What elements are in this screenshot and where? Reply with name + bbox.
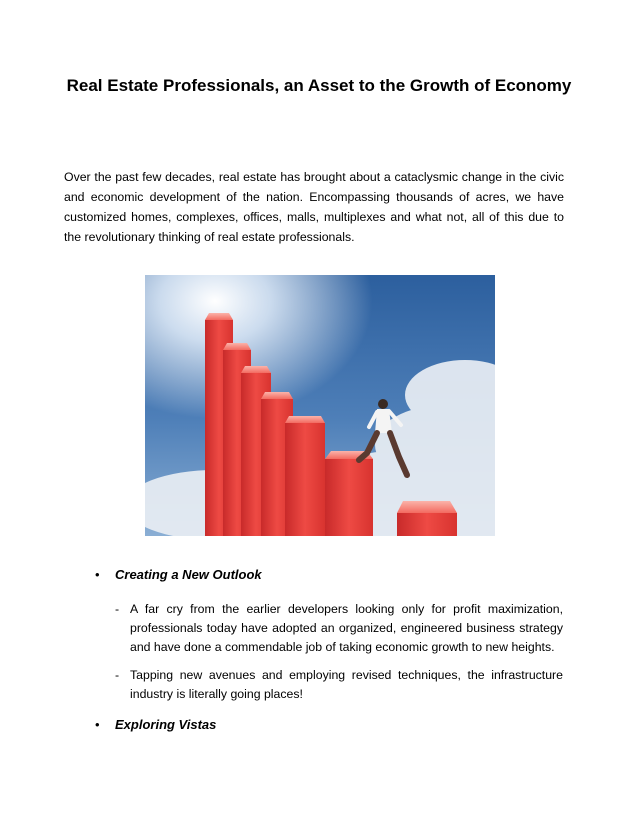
list-item [115,600,563,657]
list-item-text: Tapping new avenues and employing revised techniques, the infrastructure industry is literally going places! [130,668,563,701]
document-title: Real Estate Professionals, an Asset to the Growth of Economy [66,76,572,95]
list-item-text: A far cry from the earlier developers looking only for profit maximization, professionals today have adopted an organized, engineered business strategy and have done a commendable job of taking economic growth to new heights. [130,602,563,654]
bullet-marker: • [95,717,100,732]
dash-marker: - [115,602,120,616]
dash-marker: - [115,668,120,682]
list-item [115,666,563,704]
real-estate-growth-image [145,275,495,536]
section-heading-text: Creating a New Outlook [115,567,262,582]
bullet-marker: • [95,567,100,582]
section-heading-text: Exploring Vistas [115,717,217,732]
intro-paragraph: Over the past few decades, real estate has brought about a cataclysmic change in the civic and economic development of the nation. Encompassing thousands of acres, we have customized homes, complexes, offices, malls, multiplexes and what not, all of this due to the revolutionary thinking of real estate professionals. [64,170,564,244]
